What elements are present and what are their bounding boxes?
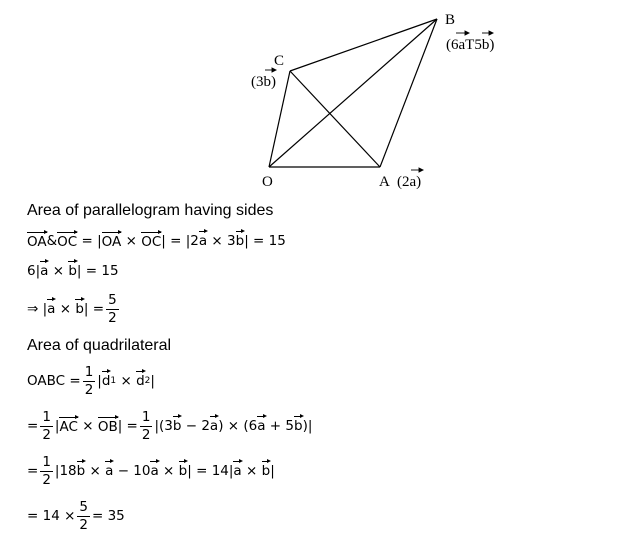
heading-quadrilateral: Area of quadrilateral [27,337,172,354]
side-bc [290,19,437,71]
label-c-vector: (3b) [251,74,276,90]
equation-line-6: = $\frac{1}{2}$ |18 b × a − 10 a × b | = 14| a × b | [27,454,275,488]
label-b-vector: (6aT5b) [446,37,495,53]
equation-line-2: 6| a × b | = 15 [27,263,119,279]
label-o: O [262,174,273,190]
diagonal-ac [290,71,380,167]
equation-line-5: = $\frac{1}{2}$ | AC × OB | = $\frac{1}{2}$ |(3 b − 2 a ) × (6 a + 5 b )| [27,409,313,443]
equation-line-3: ⇒ | a × b | = $\frac{5}{2}$ [27,292,117,326]
label-a: A [379,174,390,190]
heading-parallelogram: Area of parallelogram having sides [27,202,274,219]
equation-line-4: OABC = $\frac{1}{2}$ | d 1 × d 2 | [27,364,155,398]
label-a-vector: (2a) [397,174,422,190]
equation-line-7: = 14 × $\frac{5}{2}$ = 35 [27,499,125,533]
quadrilateral-figure [0,0,636,195]
equation-line-1: OA & OC = | OA × OC | = |2 a × 3 b | = 15 [27,233,286,250]
label-c: C [274,53,285,69]
diagonal-ob [269,19,437,167]
label-b: B [445,12,456,28]
side-ab [380,19,437,167]
